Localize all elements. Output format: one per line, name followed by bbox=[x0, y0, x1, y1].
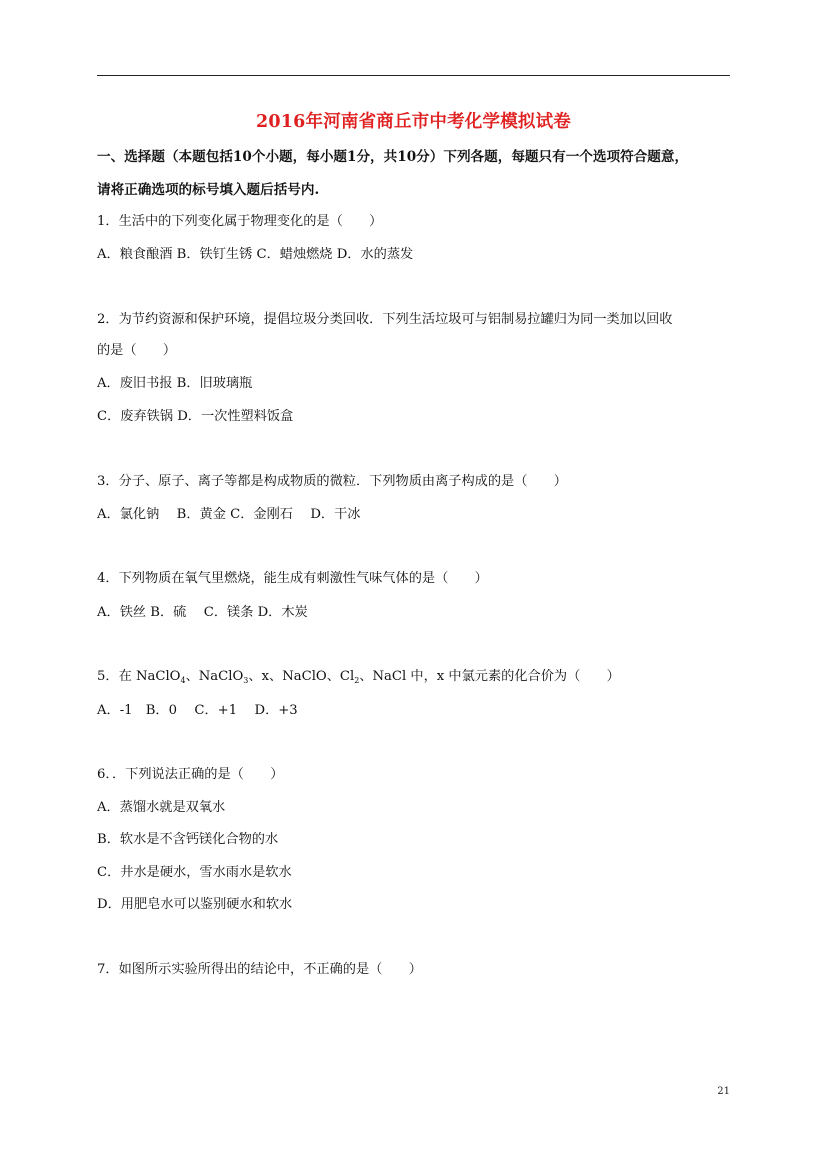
question-7-stem: 7．如图所示实验所得出的结论中，不正确的是（ ） bbox=[97, 962, 422, 977]
question-1-options: A．粮食酿酒 B．铁钉生锈 C．蜡烛燃烧 D．水的蒸发 bbox=[97, 247, 414, 262]
question-4-stem: 4．下列物质在氧气里燃烧，能生成有刺激性气味气体的是（ ） bbox=[97, 571, 488, 586]
q5-text-mid-1: 、NaClO bbox=[185, 669, 244, 684]
question-2-stem-line-2: 的是（ ） bbox=[97, 343, 177, 358]
q5-text-mid-2: 、x、NaClO、Cl bbox=[248, 669, 355, 684]
question-1-stem: 1．生活中的下列变化属于物理变化的是（ ） bbox=[97, 214, 383, 229]
question-6-option-c: C．井水是硬水，雪水雨水是软水 bbox=[97, 865, 292, 880]
question-2-options-line-2: C．废弃铁锅 D．一次性塑料饭盒 bbox=[97, 409, 294, 424]
header-rule bbox=[97, 75, 730, 76]
question-2-stem-line-1: 2．为节约资源和保护环境，提倡垃圾分类回收．下列生活垃圾可与铝制易拉罐归为同一类加以回收 bbox=[97, 312, 673, 327]
question-6-option-d: D．用肥皂水可以鉴别硬水和软水 bbox=[97, 897, 293, 912]
page-number: 21 bbox=[717, 1086, 730, 1097]
question-6-option-b: B．软水是不含钙镁化合物的水 bbox=[97, 832, 279, 847]
question-5-stem bbox=[97, 668, 620, 686]
q5-subscript-1: 4 bbox=[180, 676, 186, 685]
q5-text-prefix: 5．在 NaClO bbox=[97, 669, 181, 684]
question-6-option-a: A．蒸馏水就是双氧水 bbox=[97, 800, 226, 815]
question-2-options-line-1: A．废旧书报 B．旧玻璃瓶 bbox=[97, 376, 253, 391]
page-title: 2016年河南省商丘市中考化学模拟试卷 bbox=[255, 112, 571, 132]
q5-text-suffix: 、NaCl 中，x 中氯元素的化合价为（ ） bbox=[359, 669, 620, 684]
q5-subscript-3: 2 bbox=[354, 676, 360, 685]
question-6-stem: 6．．下列说法正确的是（ ） bbox=[97, 767, 284, 782]
question-5-options: A．-1 B．0 C．+1 D．+3 bbox=[97, 703, 298, 718]
section-instructions-line-2: 请将正确选项的标号填入题后括号内. bbox=[97, 182, 320, 198]
question-4-options: A．铁丝 B．硫 C．镁条 D．木炭 bbox=[97, 605, 308, 620]
q5-subscript-2: 3 bbox=[243, 676, 249, 685]
question-3-options: A．氯化钠 B．黄金 C．金刚石 D．干冰 bbox=[97, 507, 361, 522]
question-3-stem: 3．分子、原子、离子等都是构成物质的微粒．下列物质由离子构成的是（ ） bbox=[97, 474, 567, 489]
section-instructions-line-1: 一、选择题（本题包括10个小题，每小题1分，共10分）下列各题，每题只有一个选项符合题意， bbox=[97, 149, 689, 165]
